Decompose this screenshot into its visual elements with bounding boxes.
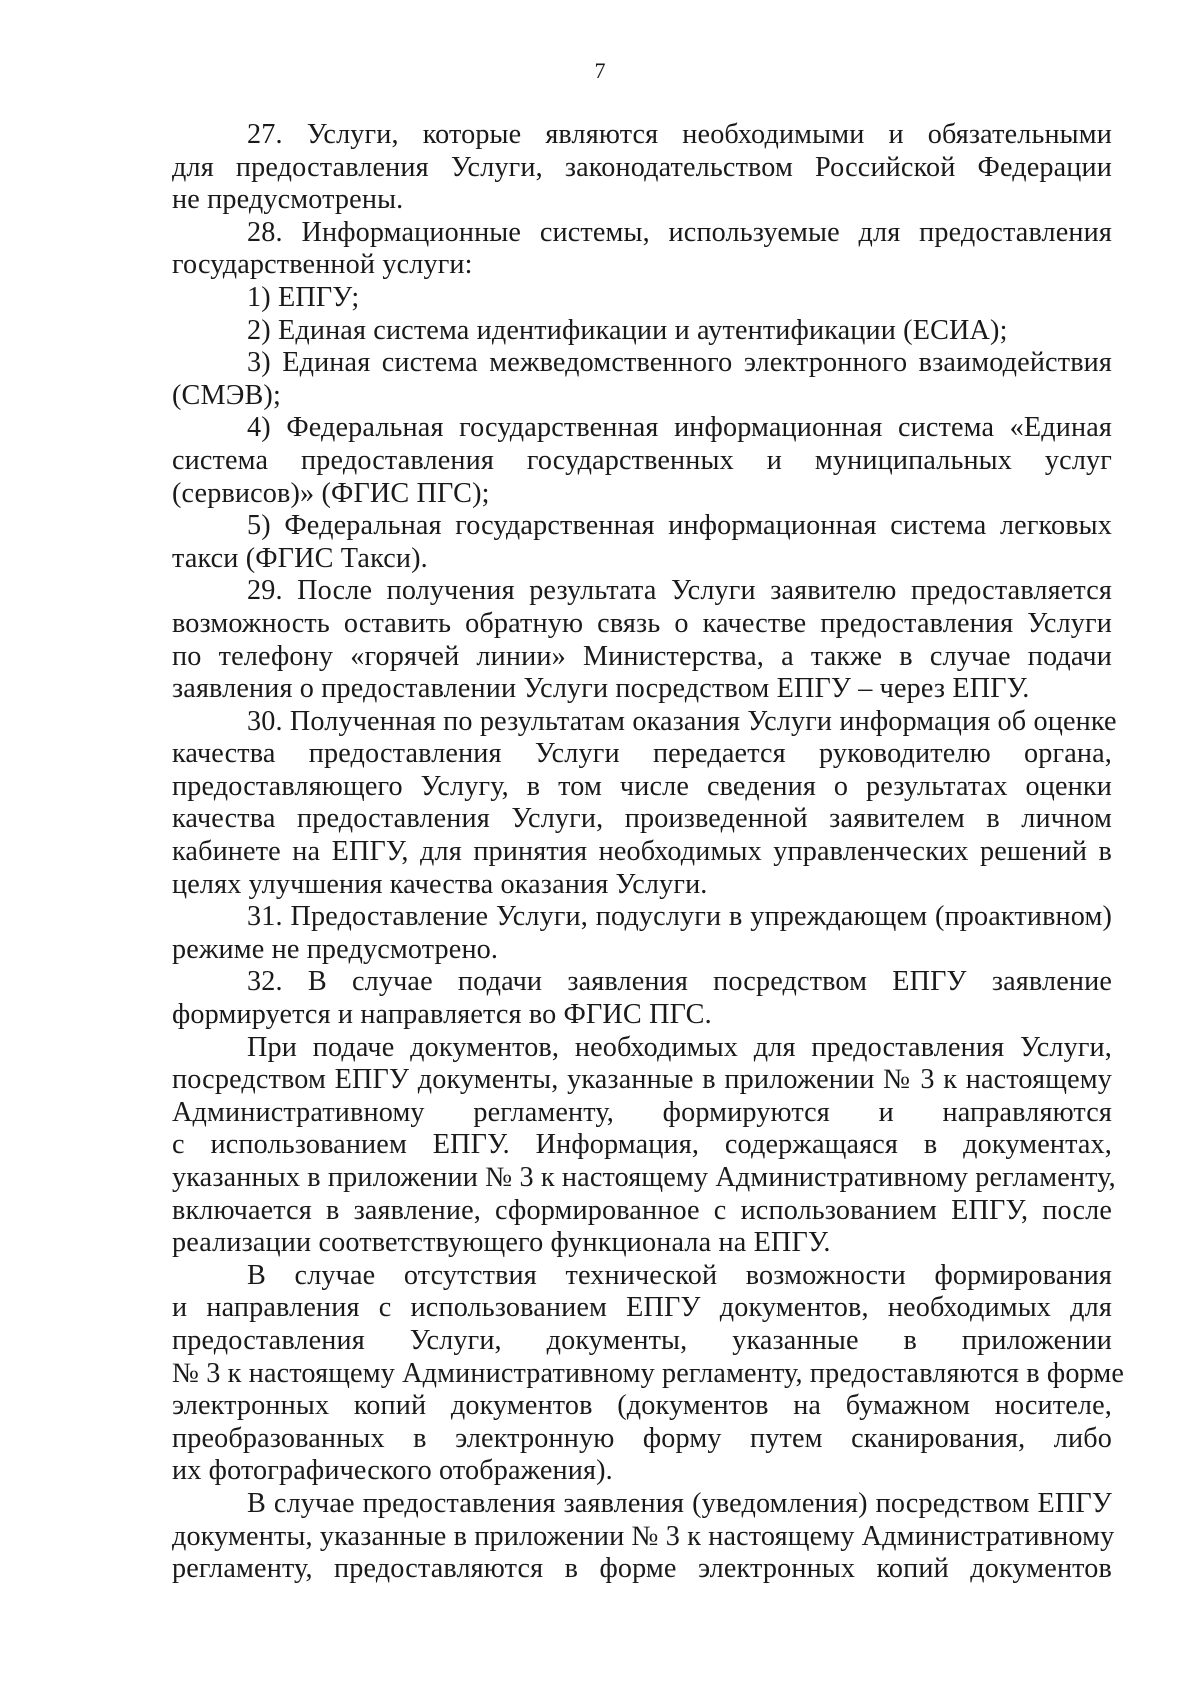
text-line: включается в заявление, сформированное с использованием ЕПГУ, после [172, 1194, 1112, 1226]
text-line: В случае отсутствия технической возможности формирования [247, 1259, 1112, 1291]
text-line: качества предоставления Услуги передается руководителю органа, [172, 738, 1112, 770]
text-line: 30. Полученная по результатам оказания Услуги информация об оценке [247, 705, 1117, 737]
text-line: не предусмотрены. [172, 184, 404, 216]
text-line: (сервисов)» (ФГИС ПГС); [172, 477, 490, 509]
text-line: качества предоставления Услуги, произведенной заявителем в личном [172, 803, 1112, 835]
text-line: такси (ФГИС Такси). [172, 542, 428, 574]
text-line: № 3 к настоящему Административному регламенту, предоставляются в форме [172, 1357, 1125, 1389]
text-line: 2) Единая система идентификации и аутентификации (ЕСИА); [247, 314, 1008, 346]
text-line: 32. В случае подачи заявления посредством ЕПГУ заявление [247, 966, 1112, 998]
text-line: электронных копий документов (документов на бумажном носителе, [172, 1390, 1112, 1422]
text-line: их фотографического отображения). [172, 1455, 613, 1487]
text-line: система предоставления государственных и муниципальных услуг [172, 444, 1112, 476]
text-line: (СМЭВ); [172, 379, 281, 411]
text-line: с использованием ЕПГУ. Информация, содержащаяся в документах, [172, 1129, 1112, 1161]
text-line: 31. Предоставление Услуги, подуслуги в упреждающем (проактивном) [247, 901, 1112, 933]
text-line: Административному регламенту, формируются и направляются [172, 1096, 1112, 1128]
text-line: формируется и направляется во ФГИС ПГС. [172, 999, 712, 1031]
text-line: предоставляющего Услугу, в том числе сведения о результатах оценки [172, 770, 1112, 802]
text-line: государственной услуги: [172, 249, 473, 281]
text-line: посредством ЕПГУ документы, указанные в приложении № 3 к настоящему [172, 1064, 1112, 1096]
text-line: 29. После получения результата Услуги заявителю предоставляется [247, 575, 1112, 607]
text-line: 1) ЕПГУ; [247, 281, 360, 313]
text-line: регламенту, предоставляются в форме электронных копий документов [172, 1553, 1112, 1585]
text-line: по телефону «горячей линии» Министерства, а также в случае подачи [172, 640, 1112, 672]
text-line: для предоставления Услуги, законодательством Российской Федерации [172, 151, 1112, 183]
text-line: возможность оставить обратную связь о качестве предоставления Услуги [172, 607, 1112, 639]
page-number: 7 [594, 58, 606, 83]
text-line: заявления о предоставлении Услуги посредством ЕПГУ – через ЕПГУ. [172, 673, 1030, 705]
text-line: предоставления Услуги, документы, указанные в приложении [172, 1324, 1112, 1356]
text-line: и направления с использованием ЕПГУ документов, необходимых для [172, 1292, 1112, 1324]
text-line: 3) Единая система межведомственного электронного взаимодействия [247, 347, 1112, 379]
text-line: В случае предоставления заявления (уведомления) посредством ЕПГУ [247, 1487, 1112, 1519]
text-line: реализации соответствующего функционала на ЕПГУ. [172, 1227, 831, 1259]
text-line: При подаче документов, необходимых для предоставления Услуги, [247, 1031, 1112, 1063]
text-line: кабинете на ЕПГУ, для принятия необходимых управленческих решений в [172, 836, 1112, 868]
text-line: 28. Информационные системы, используемые для предоставления [247, 216, 1112, 248]
text-line: указанных в приложении № 3 к настоящему Административному регламенту, [172, 1162, 1116, 1193]
text-line: документы, указанные в приложении № 3 к настоящему Административному [172, 1520, 1115, 1552]
text-line: преобразованных в электронную форму путем сканирования, либо [172, 1422, 1112, 1454]
text-line: целях улучшения качества оказания Услуги. [172, 868, 708, 900]
text-line: 4) Федеральная государственная информационная система «Единая [247, 412, 1112, 444]
document-text-body [172, 119, 1125, 1586]
text-line: 27. Услуги, которые являются необходимыми и обязательными [247, 119, 1112, 150]
text-line: 5) Федеральная государственная информационная система легковых [247, 510, 1112, 542]
text-line: режиме не предусмотрено. [172, 933, 499, 965]
